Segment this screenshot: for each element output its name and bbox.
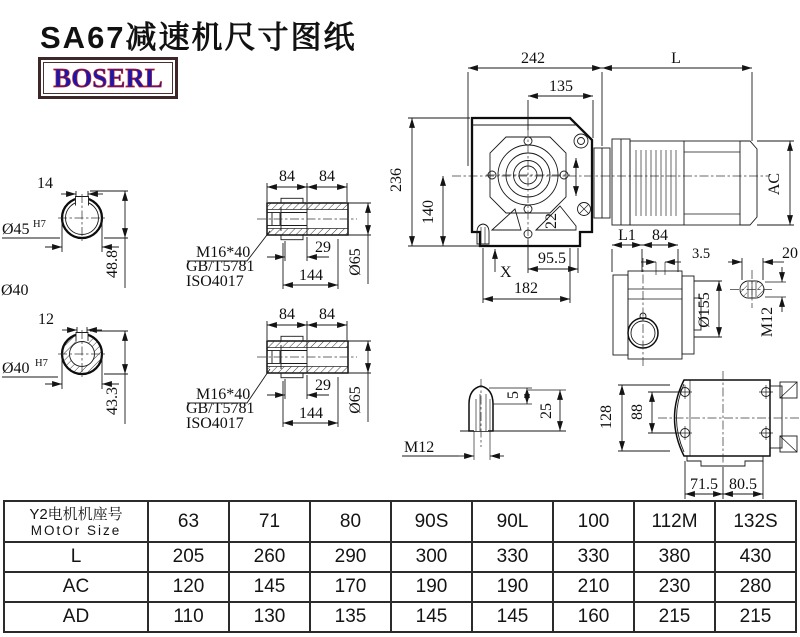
hollow-shaft-view-upper <box>257 168 371 289</box>
table-header-row <box>4 501 796 542</box>
dim-L1-label: L1 <box>618 227 636 244</box>
dim-AC-label: AC <box>766 172 783 196</box>
L-90S: 300 <box>391 542 472 572</box>
dim-5-label: 5 <box>505 391 522 399</box>
dim-95.5-label: 95.5 <box>538 250 566 267</box>
dim-144-label: 144 <box>299 267 323 284</box>
AC-132S: 280 <box>715 572 796 602</box>
dim-84e-label: 84 <box>652 227 668 244</box>
dim-M12-plug-label: M12 <box>404 439 435 456</box>
frame-size-132S: 132S <box>715 501 796 542</box>
AC-112M: 230 <box>634 572 715 602</box>
bolt-gb-standard: GB/T5781 <box>186 258 255 275</box>
boserl-logo-text: BOSERL <box>53 62 163 93</box>
frame-size-112M: 112M <box>634 501 715 542</box>
dim-84d-label: 84 <box>319 306 335 323</box>
dim-144b-label: 144 <box>299 405 323 422</box>
AD-100: 160 <box>553 602 634 632</box>
dim-L-label: L <box>671 50 681 67</box>
bolt-size-label: M16*40 <box>196 244 251 261</box>
dim-80.5-label: 80.5 <box>729 476 757 493</box>
dim-84a-label: 84 <box>279 168 295 185</box>
dim-88-label: 88 <box>629 404 646 420</box>
dim-43.3-label: 43.3 <box>104 387 121 415</box>
frame-size-90L: 90L <box>472 501 553 542</box>
AC-100: 210 <box>553 572 634 602</box>
L-80: 290 <box>310 542 391 572</box>
page-title: SA67减速机尺寸图纸 <box>40 20 357 55</box>
dim-242-label: 242 <box>521 50 545 67</box>
dim-dia65-label: Ø65 <box>347 248 364 276</box>
dim-dia155-label: Ø155 <box>696 292 713 328</box>
AC-63: 120 <box>148 572 229 602</box>
dia40h7-label: Ø40 <box>2 360 30 377</box>
dim-140-label: 140 <box>420 200 437 224</box>
dim-71.5-label: 71.5 <box>690 476 718 493</box>
dim-29b-label: 29 <box>315 377 331 394</box>
bottom-view <box>598 371 799 499</box>
hollow-shaft-view-lower <box>257 306 371 427</box>
L-132S: 430 <box>715 542 796 572</box>
AC-80: 170 <box>310 572 391 602</box>
main-assembly-view <box>388 50 794 303</box>
section-view-bore45 <box>2 175 128 288</box>
dim-3.5-label: 3.5 <box>692 246 711 262</box>
dim-25-label: 25 <box>538 403 555 419</box>
AD-132S: 215 <box>715 602 796 632</box>
dim-29-label: 29 <box>315 239 331 256</box>
dim-135-label: 135 <box>549 78 573 95</box>
section-view-bore40 <box>2 311 128 424</box>
row-label-AC: AC <box>4 572 148 602</box>
dim-M12-side-label: M12 <box>759 306 776 338</box>
L-100: 330 <box>553 542 634 572</box>
side-view <box>612 227 798 366</box>
motor-size-header-cell <box>4 501 148 542</box>
bolt-spec-upper <box>186 231 270 290</box>
motor-size-table <box>3 500 797 633</box>
AD-80: 135 <box>310 602 391 632</box>
bolt-iso-standard-2: ISO4017 <box>186 415 244 432</box>
L-63: 205 <box>148 542 229 572</box>
frame-size-90S: 90S <box>391 501 472 542</box>
AC-90S: 190 <box>391 572 472 602</box>
dim-12-label: 12 <box>38 311 54 328</box>
AD-90L: 145 <box>472 602 553 632</box>
table-row-AD <box>4 602 796 632</box>
bolt-gb-standard-2: GB/T5781 <box>186 400 255 417</box>
dim-236-label: 236 <box>388 168 405 192</box>
dia45-tolerance: H7 <box>33 219 46 230</box>
AC-90L: 190 <box>472 572 553 602</box>
AD-112M: 215 <box>634 602 715 632</box>
motor-size-header-en: MOtOr Size <box>30 522 122 538</box>
frame-size-63: 63 <box>148 501 229 542</box>
row-label-AD: AD <box>4 602 148 632</box>
bolt-spec-lower <box>186 369 270 432</box>
bolt-iso-standard: ISO4017 <box>186 273 244 290</box>
dim-22-label: 22 <box>543 213 560 229</box>
dim-84c-label: 84 <box>279 306 295 323</box>
dia40-tolerance: H7 <box>35 358 48 369</box>
motor-size-header-cn: Y2电机机座号 <box>29 505 123 523</box>
dia40-shaft-label: Ø40 <box>1 282 29 299</box>
dim-182-label: 182 <box>514 280 538 297</box>
L-112M: 380 <box>634 542 715 572</box>
dim-dia65b-label: Ø65 <box>347 386 364 414</box>
row-label-L: L <box>4 542 148 572</box>
table-row-L <box>4 542 796 572</box>
AC-71: 145 <box>229 572 310 602</box>
dim-20-label: 20 <box>782 245 798 262</box>
bolt-size-label-2: M16*40 <box>196 386 251 403</box>
AD-63: 110 <box>148 602 229 632</box>
dim-14-label: 14 <box>37 175 53 192</box>
L-71: 260 <box>229 542 310 572</box>
table-row-AC <box>4 572 796 602</box>
frame-size-80: 80 <box>310 501 391 542</box>
AD-71: 130 <box>229 602 310 632</box>
L-90L: 330 <box>472 542 553 572</box>
plug-detail-view <box>402 379 566 460</box>
frame-size-100: 100 <box>553 501 634 542</box>
AD-90S: 145 <box>391 602 472 632</box>
dim-84b-label: 84 <box>319 168 335 185</box>
frame-size-71: 71 <box>229 501 310 542</box>
dim-128-label: 128 <box>598 405 615 429</box>
x-marker-label: X <box>500 264 512 281</box>
dia45-label: Ø45 <box>2 221 30 238</box>
dim-48.8-label: 48.8 <box>104 250 121 278</box>
